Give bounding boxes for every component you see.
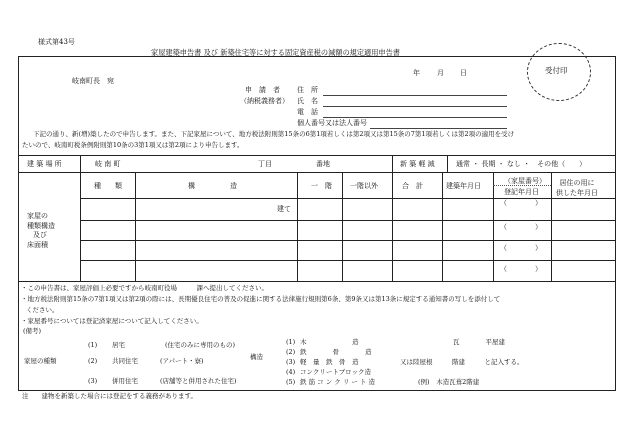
- header-total: 合 計: [402, 182, 423, 190]
- address-field[interactable]: [323, 95, 507, 96]
- form-number: 様式第43号: [38, 38, 75, 46]
- phone-field[interactable]: [323, 117, 507, 118]
- chome-label: 丁目: [258, 160, 272, 168]
- header-kind: 種 類: [94, 182, 122, 190]
- intro-line-2: たいので、岐南町税条例附則第10条の3第1項又は第2項により申告します。: [22, 141, 244, 149]
- footnote: 注 建物を新築した場合には登記をする義務があります。: [22, 392, 197, 400]
- kind-label: 家屋の種類: [24, 357, 57, 365]
- phone-label: 電 話: [297, 108, 318, 116]
- town-name: 岐 南 町: [95, 160, 121, 168]
- date-year-label: 年: [413, 69, 420, 77]
- kind-mixed-use: 併用住宅: [112, 377, 138, 385]
- structure-label: 構造: [250, 353, 263, 361]
- header-occupied-date: 居住の用に 供した年月日: [556, 179, 598, 197]
- reception-stamp-label: 受付印: [545, 66, 568, 75]
- addressee: 岐南町長 宛: [72, 77, 114, 85]
- floor-area-side-label: 家屋の 種類構造 及び 床面積: [27, 212, 55, 249]
- struct-rc: 鉄 筋 コ ン ク リ ー ト 造: [300, 378, 376, 386]
- header-house-number: （家屋番号）: [504, 177, 546, 185]
- name-label: 氏 名: [297, 97, 318, 105]
- address-label: 住 所: [297, 86, 318, 94]
- header-first-floor: 一 階: [311, 182, 332, 190]
- reduction-type-options[interactable]: 通常 ・ 長期 ・ なし ・ その他（ ）: [456, 160, 587, 168]
- form-page: 様式第43号 家屋建築申告書 及び 新築住宅等に対する固定資産税の減額の規定適用申告書 受付印 年 月 日 岐南町長 宛 申 請 者 （納税義務者） 住 所 氏 名 電 話 個人番号又は法人番号 下記の通り、新(増)築したので申告します。また、下記家屋について、地方税法附則第15条の6第1項若しくは第2項又は第15条の7第1項若しくは第2項の適用を受け たいので、岐南町税条例附則第10条の3第1項又は第2項により申告します。 建 築 場 所 岐 南 町 丁目 番地 新 築 軽 減 通常 ・ 長期 ・ なし ・ その他（ ） 家屋の 種類構造 及び 床面積 種 類 構 造 一 階 一階以外 合 計 建築年月日 （家屋番号） 登記年月日 居住の用に 供した年月日 建て （ ） （ ） （ ） （ ） ・この申告書は、家屋評価上必要ですから岐南町役場 課へ提出してください。 ・地方税法附則第15条の7第1項又は第2項の際には、長期優良住宅の普及の促進に関する法律施行規則第6条、第9条又は第13条に規定する通知書の写しを添付して ください。 ・家屋番号については登記済家屋について記入してください。 (備考) 家屋の種類 (1) 居宅 (住宅のみに専用のもの) (2) 共同住宅 (アパート・寮) (3) 併用住宅 (店舗等と併用された住宅) 構造 (1) 木 造 (2) 鉄 骨 造 (3) 軽 量 鉄 骨 造 (4) コンクリートブロック造 (5) 鉄 筋 コ ン ク リ ー ト 造 瓦 平屋建 又は陸屋根 階建 と記入する。 (例) 木造瓦葺2階建 注 建物を新築した場合には登記をする義務があります。: [0, 0, 630, 439]
- intro-line-1: 下記の通り、新(増)築したので申告します。また、下記家屋について、地方税法附則第15条の6第1項若しくは第2項又は第15条の7第1項若しくは第2項の適用を受け: [33, 130, 515, 138]
- struct-wood: 木 造: [300, 338, 359, 346]
- kind-dwelling: 居宅: [112, 341, 125, 349]
- note-1: ・この申告書は、家屋評価上必要ですから岐南町役場 課へ提出してください。: [21, 284, 268, 292]
- header-structure: 構 造: [188, 182, 237, 190]
- house-number-paren-1[interactable]: （ ）: [500, 199, 542, 207]
- remarks-label: (備考): [23, 327, 42, 335]
- struct-steel: 鉄 骨 造: [300, 348, 372, 356]
- name-field[interactable]: [323, 106, 507, 107]
- date-month-label: 月: [437, 69, 444, 77]
- id-number-label: 個人番号又は法人番号: [297, 119, 367, 127]
- applicant-label: 申 請 者: [245, 86, 280, 94]
- house-number-paren-4[interactable]: （ ）: [500, 265, 542, 273]
- id-number-field[interactable]: [370, 128, 507, 129]
- note-2: ・地方税法附則第15条の7第1項又は第2項の際には、長期優良住宅の普及の促進に関する法律施行規則第6条、第9条又は第13条に規定する通知書の写しを添付して: [21, 295, 501, 303]
- struct-light-steel: 軽 量 鉄 骨 造: [300, 358, 359, 366]
- kind-apartment: 共同住宅: [112, 357, 138, 365]
- note-2-cont: ください。: [26, 306, 59, 314]
- new-build-reduction-label: 新 築 軽 減: [400, 160, 435, 168]
- date-day-label: 日: [460, 69, 467, 77]
- roof-tile-text: 瓦 平屋建: [453, 338, 505, 346]
- header-registration-date: 登記年月日: [504, 188, 539, 196]
- taxpayer-label: （納税義務者）: [240, 97, 289, 105]
- header-built-date: 建築年月日: [446, 182, 481, 190]
- note-3: ・家屋番号については登記済家屋について記入してください。: [21, 317, 203, 325]
- location-label: 建 築 場 所: [27, 160, 62, 168]
- house-number-paren-2[interactable]: （ ）: [500, 223, 542, 231]
- example-text: (例) 木造瓦葺2階建: [418, 378, 480, 386]
- form-title: 家屋建築申告書 及び 新築住宅等に対する固定資産税の減額の規定適用申告書: [151, 48, 400, 57]
- house-number-paren-3[interactable]: （ ）: [500, 244, 542, 252]
- header-other-floors: 一階以外: [350, 182, 378, 190]
- banchi-label: 番地: [316, 160, 330, 168]
- roof-flat-text: 又は陸屋根 階建 と記入する。: [400, 358, 524, 366]
- structure-suffix: 建て: [277, 205, 291, 213]
- struct-block: コンクリートブロック造: [300, 368, 372, 376]
